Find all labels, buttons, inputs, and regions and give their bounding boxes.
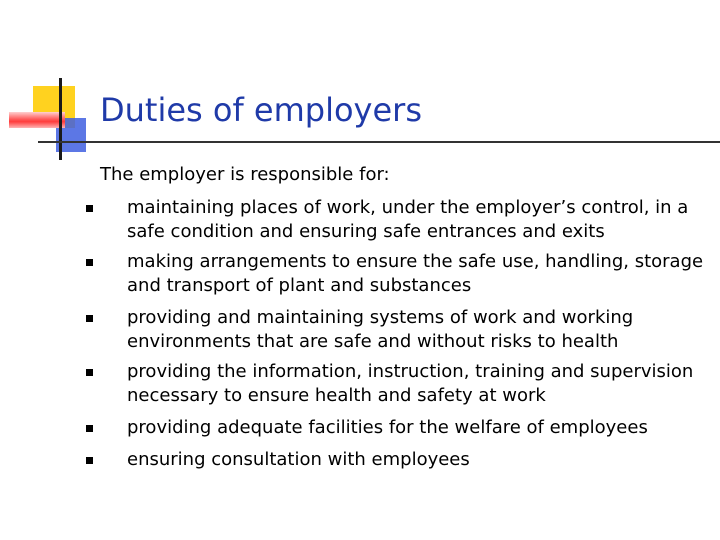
title-decoration	[0, 0, 720, 170]
list-item	[127, 360, 712, 408]
list-item	[127, 250, 712, 298]
list-item-line: necessary to ensure health and safety at work	[127, 385, 546, 406]
vertical-rule	[59, 78, 62, 160]
bullet-icon	[86, 205, 93, 212]
intro-text: The employer is responsible for:	[100, 164, 390, 185]
title-underline	[38, 141, 720, 143]
slide-title: Duties of employers	[100, 91, 422, 129]
bullet-icon	[86, 369, 93, 376]
list-item-line: providing the information, instruction, training and supervision	[127, 361, 694, 382]
red-bar	[9, 112, 65, 128]
list-item	[127, 448, 712, 472]
bullet-icon	[86, 315, 93, 322]
blue-square	[56, 118, 86, 152]
bullet-icon	[86, 425, 93, 432]
list-item	[127, 196, 712, 244]
list-item-line: making arrangements to ensure the safe use, handling, storage	[127, 251, 704, 272]
list-item-line: providing and maintaining systems of work and working	[127, 307, 634, 328]
list-item-line: maintaining places of work, under the employer’s control, in a	[127, 197, 689, 218]
bullet-icon	[86, 457, 93, 464]
list-item	[127, 416, 712, 440]
list-item-line: providing adequate facilities for the welfare of employees	[127, 417, 648, 438]
list-item-line: environments that are safe and without risks to health	[127, 331, 619, 352]
yellow-square	[33, 86, 75, 128]
list-item-line: and transport of plant and substances	[127, 275, 472, 296]
bullet-icon	[86, 259, 93, 266]
list-item-line: ensuring consultation with employees	[127, 449, 470, 470]
list-item	[127, 306, 712, 354]
list-item-line: safe condition and ensuring safe entrances and exits	[127, 221, 605, 242]
